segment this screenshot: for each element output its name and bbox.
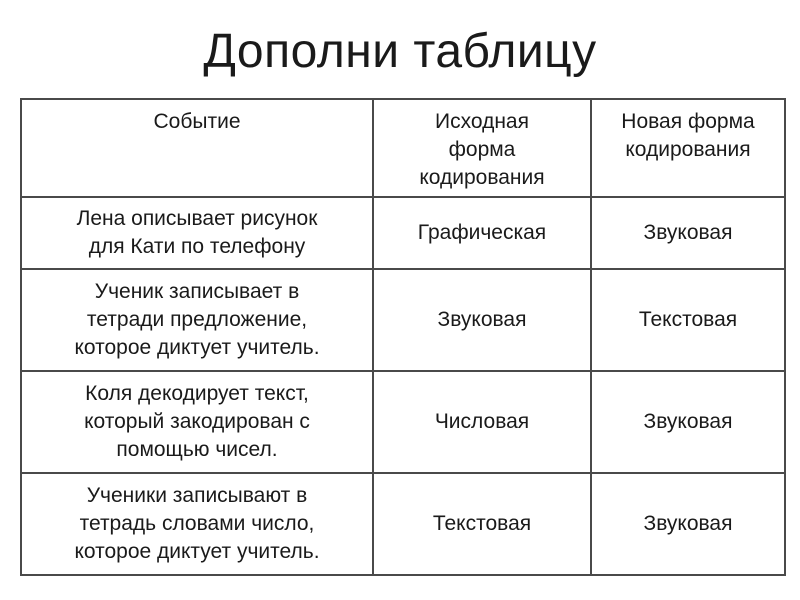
header-event: Событие — [21, 99, 373, 197]
header-source-form: Исходная форма кодирования — [373, 99, 591, 197]
table-header-row — [21, 99, 785, 197]
cell-new-form: Текстовая — [591, 269, 785, 371]
encoding-table — [20, 98, 786, 576]
cell-new-form: Звуковая — [591, 371, 785, 473]
cell-event: Коля декодирует текст, который закодирован с помощью чисел. — [21, 371, 373, 473]
cell-event: Ученик записывает в тетради предложение, которое диктует учитель. — [21, 269, 373, 371]
cell-new-form: Звуковая — [591, 473, 785, 575]
cell-event: Ученики записывают в тетрадь словами число, которое диктует учитель. — [21, 473, 373, 575]
table-row — [21, 269, 785, 371]
cell-new-form: Звуковая — [591, 197, 785, 269]
table-row — [21, 371, 785, 473]
cell-source-form: Текстовая — [373, 473, 591, 575]
page-title: Дополни таблицу — [203, 25, 597, 78]
cell-event: Лена описывает рисунок для Кати по телефону — [21, 197, 373, 269]
table-row — [21, 473, 785, 575]
cell-source-form: Графическая — [373, 197, 591, 269]
table-row — [21, 197, 785, 269]
cell-source-form: Числовая — [373, 371, 591, 473]
cell-source-form: Звуковая — [373, 269, 591, 371]
header-new-form: Новая форма кодирования — [591, 99, 785, 197]
